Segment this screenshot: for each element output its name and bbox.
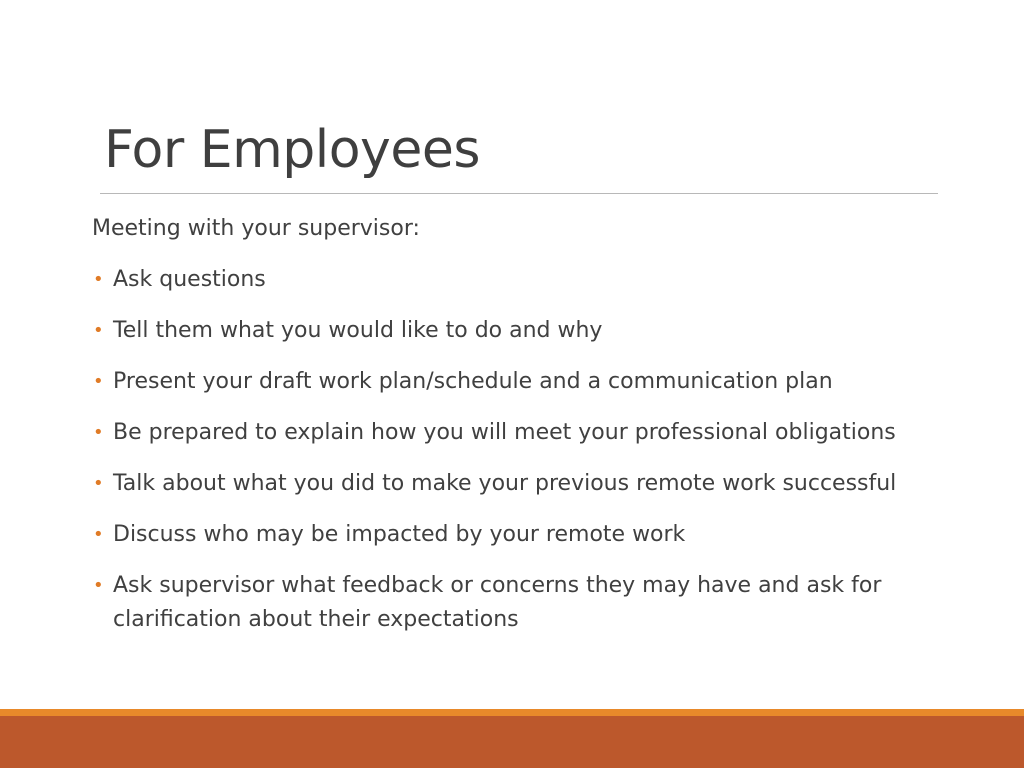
bullet-item	[92, 467, 952, 501]
title-divider	[100, 193, 938, 194]
bullet-icon: •	[93, 422, 104, 443]
intro-text: Meeting with your supervisor:	[92, 216, 420, 241]
bullet-icon: •	[93, 473, 104, 494]
bullet-icon: •	[93, 575, 104, 596]
footer-band	[0, 716, 1024, 768]
bullet-item	[92, 365, 952, 399]
bullet-text: Talk about what you did to make your previous remote work successful	[113, 471, 897, 496]
bullet-icon: •	[93, 524, 104, 545]
bullet-item	[92, 416, 952, 450]
bullet-item	[92, 569, 933, 637]
bullet-text: Ask supervisor what feedback or concerns they may have and ask for clarification about their expectations	[113, 573, 882, 632]
slide-body	[92, 212, 952, 654]
bullet-icon: •	[93, 320, 104, 341]
bullet-icon: •	[93, 371, 104, 392]
bullet-item	[92, 314, 952, 348]
bullet-text: Ask questions	[113, 267, 266, 292]
bullet-item	[92, 263, 952, 297]
bullet-text: Present your draft work plan/schedule and a communication plan	[113, 369, 833, 394]
bullet-text: Be prepared to explain how you will meet your professional obligations	[113, 420, 896, 445]
bullet-text: Discuss who may be impacted by your remote work	[113, 522, 686, 547]
bullet-list	[92, 263, 952, 637]
bullet-text: Tell them what you would like to do and why	[113, 318, 603, 343]
footer-accent-stripe	[0, 709, 1024, 716]
bullet-item	[92, 518, 952, 552]
slide-title: For Employees	[104, 120, 480, 180]
bullet-icon: •	[93, 269, 104, 290]
